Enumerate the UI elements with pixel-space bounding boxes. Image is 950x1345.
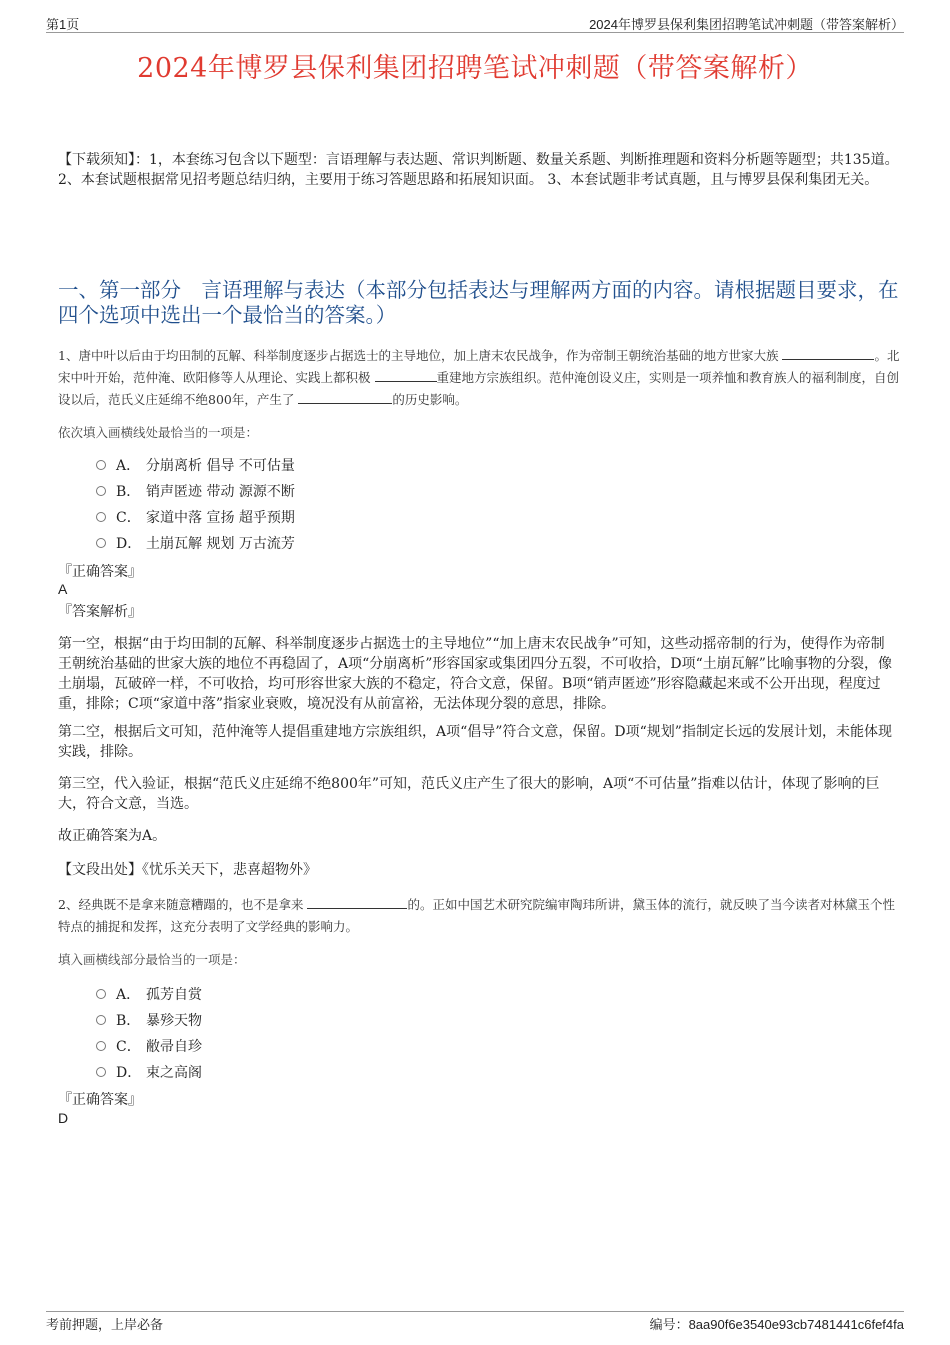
q1-prompt: 依次填入画横线处最恰当的一项是： [58, 425, 259, 440]
q1-analysis-para: 第二空，根据后文可知，范仲淹等人提倡重建地方宗族组织，A项“倡导”符合文意，保留。D项“规划”指制定长远的发展计划，未能体现实践，排除。 [58, 724, 892, 760]
radio-icon[interactable] [96, 1067, 106, 1077]
page-number: 第1页 [46, 17, 80, 32]
q1-analysis-label: 『答案解析』 [58, 604, 142, 620]
header-divider [46, 32, 904, 33]
section-heading: 一、第一部分 言语理解与表达（本部分包括表达与理解两方面的内容。请根据题目要求，在四个选项中选出一个最恰当的答案。） [58, 278, 899, 327]
radio-icon[interactable] [96, 1015, 106, 1025]
q2-text-part: 的。正如中国艺术研究院编审陶玮所讲，黛玉体的流行，就反映了当今读者对林黛玉个性特点的捕捉和发挥，这充分表明了文学经典的影响力。 [58, 897, 895, 934]
radio-icon[interactable] [96, 989, 106, 999]
radio-icon[interactable] [96, 512, 106, 522]
q1-analysis-conclusion: 故正确答案为A。 [58, 828, 167, 844]
q1-analysis-para: 第三空，代入验证，根据“范氏义庄延绵不绝800年”可知，范氏义庄产生了很大的影响，A项“不可估量”指难以估计，体现了影响的巨大，符合文意，当选。 [58, 776, 880, 812]
q1-blank-2 [375, 369, 437, 382]
radio-icon[interactable] [96, 460, 106, 470]
q1-analysis-para: 第一空，根据“由于均田制的瓦解、科举制度逐步占据选士的主导地位”“加上唐末农民战争”可知，这些动摇帝制的行为，使得作为帝制王朝统治基础的世家大族的地位不再稳固了，A项“分崩离析”形容国家或集团四分五裂，不可收拾，D项“土崩瓦解”比喻事物的分裂，像土崩塌，瓦破碎一样，不可收拾，均可形容世家大族的不稳定，符合文意，保留。B项“销声匿迹”形容隐藏起来或不公开出现，程度过重，排除；C项“家道中落”指家业衰败，境况没有从前富裕，无法体现分裂的意思，排除。 [58, 636, 892, 712]
q1-text-part: 的历史影响。 [392, 392, 468, 407]
radio-icon[interactable] [96, 1041, 106, 1051]
q2-option-d[interactable]: D． 束之高阁 [96, 1062, 202, 1084]
download-notice: 【下载须知】：1，本套练习包含以下题型：言语理解与表达题、常识判断题、数量关系题、判断推理题和资料分析题等题型；共135道。 2、本套试题根据常见招考题总结归纳，主要用于练习答题思路和拓展知识面。 3、本套试题非考试真题，且与博罗县保利集团无关。 [58, 152, 899, 188]
q2-answer: D [58, 1110, 69, 1126]
footer-doc-id: 编号：8aa90f6e3540e93cb7481441c6fef4fa [649, 1317, 904, 1332]
q2-text-part: 2、经典既不是拿来随意糟蹋的，也不是拿来 [58, 897, 304, 912]
q1-text-part: 1、唐中叶以后由于均田制的瓦解、科举制度逐步占据选士的主导地位，加上唐末农民战争，作为帝制王朝统治基础的地方世家大族 [58, 348, 779, 363]
q1-blank-1 [782, 347, 874, 360]
q2-option-a[interactable]: A． 孤芳自赏 [96, 984, 202, 1006]
q2-blank-1 [307, 896, 407, 909]
q1-answer: A [58, 581, 68, 597]
q2-option-c[interactable]: C． 敝帚自珍 [96, 1036, 202, 1058]
question-2-text [58, 894, 900, 938]
q1-source: 【文段出处】《忧乐关天下，悲喜超物外》 [58, 862, 317, 878]
q1-text-part: 重建地方宗族组织。范仲淹创设义庄，实则是一项养恤和教育族人的福利制度，自创设以后，范氏义庄延绵不绝800年，产生了 [58, 370, 900, 407]
q1-option-c[interactable]: C． 家道中落 宣扬 超乎预期 [96, 507, 295, 529]
q2-option-b[interactable]: B． 暴殄天物 [96, 1010, 202, 1032]
footer-divider [46, 1311, 904, 1312]
radio-icon[interactable] [96, 486, 106, 496]
q1-text-part: 。北宋中叶开始，范仲淹、欧阳修等人从理论、实践上都积极 [58, 348, 900, 385]
footer-slogan: 考前押题，上岸必备 [46, 1317, 164, 1332]
question-1-text [58, 345, 900, 411]
q2-answer-label: 『正确答案』 [58, 1092, 142, 1108]
page-title: 2024年博罗县保利集团招聘笔试冲刺题（带答案解析） [137, 53, 813, 84]
q1-option-a[interactable]: A． 分崩离析 倡导 不可估量 [96, 455, 295, 477]
q1-option-b[interactable]: B． 销声匿迹 带动 源源不断 [96, 481, 295, 503]
radio-icon[interactable] [96, 538, 106, 548]
q1-answer-label: 『正确答案』 [58, 564, 142, 580]
q1-blank-3 [298, 391, 392, 404]
q1-option-d[interactable]: D． 土崩瓦解 规划 万古流芳 [96, 533, 295, 555]
q2-prompt: 填入画横线部分最恰当的一项是： [58, 952, 246, 967]
header-doc-title: 2024年博罗县保利集团招聘笔试冲刺题（带答案解析） [589, 17, 904, 32]
